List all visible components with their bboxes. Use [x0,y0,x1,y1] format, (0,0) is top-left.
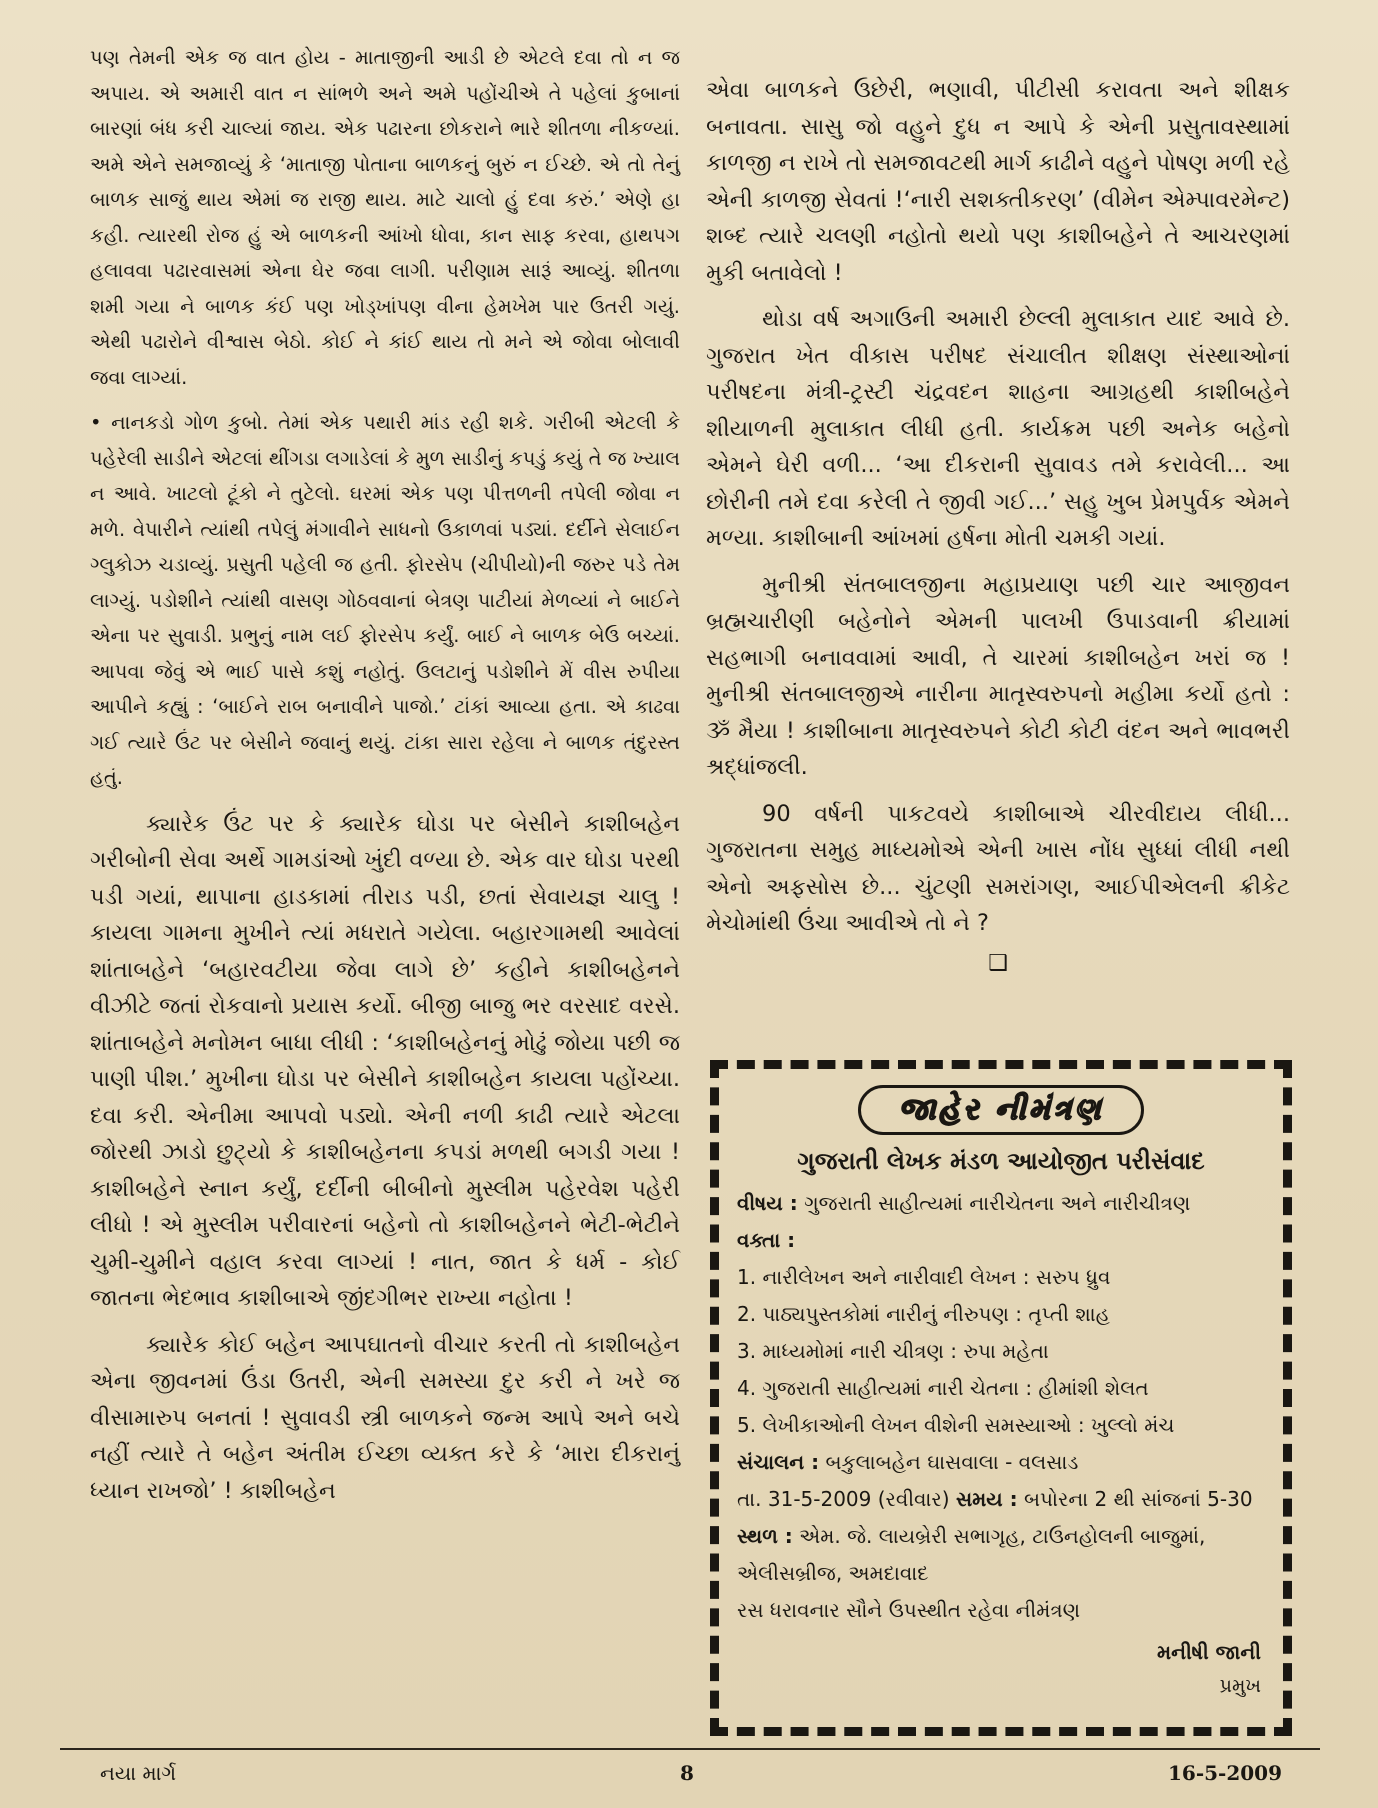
publication-name: નયા માર્ગ [100,1761,177,1785]
date-time-line [737,1481,1265,1518]
left-column [90,40,680,1519]
footer-rule [60,1748,1320,1750]
seminar-title: ગુજરાતી લેખક મંડળ આયોજીત પરીસંવાદ [797,1147,1205,1175]
invite-line: રસ ધરાવનાર સૌને ઉપસ્થીત રહેવા નીમંત્રણ [737,1598,1081,1622]
right-paragraph-3: મુનીશ્રી સંતબાલજીના મહાપ્રયાણ પછી ચાર આજીવન બ્રહ્મચારીણી બહેનોને એમની પાલખી ઉપાડવાની ક્રીયામાં સહભાગી બનાવવામાં આવી, તે ચારમાં કાશીબહેન ખરાં જ ! મુનીશ્રી સંતબાલજીએ નારીના માતૃસ્વરુપનો મહીમા કર્યો હતો : ૐ મૈયા ! કાશીબાના માતૃસ્વરુપને કોટી કોટી વંદન અને ભાવભરી શ્રદ્ધાંજલી. [706,571,1290,780]
left-paragraph-3: ક્યારેક ઉંટ પર કે ક્યારેક ઘોડા પર બેસીને કાશીબહેન ગરીબોની સેવા અર્થે ગામડાંઓ ખુંદી વળ્યા છે. એક વાર ઘોડા પરથી પડી ગયાં, થાપાના હાડકામાં તીરાડ પડી, છતાં સેવાયજ્ઞ ચાલુ ! કાયલા ગામના મુખીને ત્યાં મધરાતે ગયેલા. બહારગામથી આવેલાં શાંતાબહેને ‘બહારવટીયા જેવા લાગે છે’ કહીને કાશીબહેનને વીઝીટે જતાં રોકવાનો પ્રયાસ કર્યો. બીજી બાજુ ભર વરસાદ વરસે. શાંતાબહેને મનોમન બાધા લીધી : ‘કાશીબહેનનું મોઢું જોયા પછી જ પાણી પીશ.’ મુખીના ઘોડા પર બેસીને કાશીબહેન કાયલા પહોંચ્યા. દવા કરી. એનીમા આપવો પડ્યો. એની નળી કાઢી ત્યારે એટલા જોરથી ઝાડો છુટ્યો કે કાશીબહેનના કપડાં મળથી બગડી ગયા ! કાશીબહેને સ્નાન કર્યું, દર્દીની બીબીનો મુસ્લીમ પહેરવેશ પહેરી લીધો ! એ મુસ્લીમ પરીવારનાં બહેનો તો કાશીબહેનને ભેટી-ભેટીને ચુમી-ચુમીને વહાલ કરવા લાગ્યાં ! નાત, જાત કે ધર્મ - કોઈ જાતના ભેદભાવ કાશીબાએ જીંદગીભર રાખ્યા નહોતા ! [90,810,680,1311]
date-text: તા. 31-5-2009 (રવીવાર) [737,1487,950,1511]
speaker-item: 2. પાઠ્યપુસ્તકોમાં નારીનું નીરુપણ : તૃપ્તી શાહ [737,1302,1110,1326]
left-paragraph-1: પણ તેમની એક જ વાત હોય - માતાજીની આડી છે એટલે દવા તો ન જ અપાય. એ અમારી વાત ન સાંભળે અને અમે પહોંચીએ તે પહેલાં કુબાનાં બારણાં બંધ કરી ચાલ્યાં જાય. એક પઢારના છોકરાને ભારે શીતળા નીકળ્યાં. અમે એને સમજાવ્યું કે ‘માતાજી પોતાના બાળકનું બુરું ન ઈચ્છે. એ તો તેનું બાળક સાજું થાય એમાં જ રાજી થાય. માટે ચાલો હું દવા કરું.’ એણે હા કહી. ત્યારથી રોજ હું એ બાળકની આંખો ધોવા, કાન સાફ કરવા, હાથપગ હલાવવા પઢારવાસમાં એના ઘેર જવા લાગી. પરીણામ સારૂં આવ્યું. શીતળા શમી ગયા ને બાળક કંઈ પણ ખોડ્ખાંપણ વીના હેમખેમ પાર ઉતરી ગયું. એથી પઢારોને વીશ્વાસ બેઠો. કોઈ ને કાંઈ થાય તો મને એ જોવા બોલાવી જવા લાગ્યાં. [90,46,680,389]
right-column [706,72,1290,976]
public-invitation-box [710,1060,1292,1736]
moderator-line [737,1444,1265,1481]
speaker-item: 5. લેખીકાઓની લેખન વીશેની સમસ્યાઓ : ખુલ્લો મંચ [737,1413,1175,1437]
signatory-role: પ્રમુખ [1219,1675,1261,1697]
right-paragraph-1: એવા બાળકને ઉછેરી, ભણાવી, પીટીસી કરાવતા અને શીક્ષક બનાવતા. સાસુ જો વહુને દુધ ન આપે કે એની પ્રસુતાવસ્થામાં કાળજી ન રાખે તો સમજાવટથી માર્ગ કાઢીને વહુને પોષણ મળી રહે એની કાળજી સેવતાં !‘નારી સશક્તીકરણ’ (વીમેન એમ્પાવરમેન્ટ) શબ્દ ત્યારે ચલણી નહોતો થયો પણ કાશીબહેને તે આચરણમાં મુકી બતાવેલો ! [706,77,1290,286]
moderator-label: સંચાલન : [737,1450,820,1474]
speakers-heading [737,1222,1265,1259]
venue-label: સ્થળ : [737,1524,793,1548]
time-label: સમય : [955,1487,1018,1511]
right-paragraph-2: થોડા વર્ષ અગાઉની અમારી છેલ્લી મુલાકાત યાદ આવે છે. ગુજરાત ખેત વીકાસ પરીષદ સંચાલીત શીક્ષણ સંસ્થાઓનાં પરીષદના મંત્રી-ટ્રસ્ટી ચંદ્રવદન શાહના આગ્રહથી કાશીબહેને શીયાળની મુલાકાત લીધી હતી. કાર્યક્રમ પછી અનેક બહેનો એમને ઘેરી વળી... ‘આ દીકરાની સુવાવડ તમે કરાવેલી... આ છોરીની તમે દવા કરેલી તે જીવી ગઈ...’ સહુ ખુબ પ્રેમપુર્વક એમને મળ્યા. કાશીબાની આંખમાં હર્ષના મોતી ચમકી ગયાં. [706,306,1290,551]
speaker-item: 1. નારીલેખન અને નારીવાદી લેખન : સરુપ ધ્રુવ [737,1265,1111,1289]
left-paragraph-2: • નાનકડો ગોળ કુબો. તેમાં એક પથારી માંડ રહી શકે. ગરીબી એટલી કે પહેરેલી સાડીને એટલાં થીંગડા લગાડેલાં કે મુળ સાડીનું કપડું કયું તે જ ખ્યાલ ન આવે. ખાટલો ટૂંકો ને તુટેલો. ઘરમાં એક પણ પીત્તળની તપેલી જોવા ન મળે. વેપારીને ત્યાંથી તપેલું મંગાવીને સાધનો ઉકાળવાં પડ્યાં. દર્દીને સેલાઈન ગ્લુકોઝ ચડાવ્યું. પ્રસુતી પહેલી જ હતી. ફોરસેપ (ચીપીયો)ની જરુર પડે તેમ લાગ્યું. પડોશીને ત્યાંથી વાસણ ગોઠવવાનાં બેત્રણ પાટીયાં મેળવ્યાં ને બાઈને એના પર સુવાડી. પ્રભુનું નામ લઈ ફોરસેપ કર્યું. બાઈ ને બાળક બેઉ બચ્યાં. આપવા જેવું એ ભાઈ પાસે કશું નહોતું. ઉલટાનું પડોશીને મેં વીસ રુપીયા આપીને કહ્યું : ‘બાઈને રાબ બનાવીને પાજો.’ ટાંકાં આવ્યા હતા. એ કાઢવા ગઈ ત્યારે ઉંટ પર બેસીને જવાનું થયું. ટાંકા સારા રહેલા ને બાળક તંદુરસ્ત હતું. [90,411,680,789]
page-number: 8 [680,1761,694,1785]
subject-line [737,1185,1265,1222]
issue-date: 16-5-2009 [1167,1761,1282,1785]
venue-text: એમ. જે. લાયબ્રેરી સભાગૃહ, ટાઉનહોલની બાજુમાં, એલીસબ્રીજ, અમદાવાદ [737,1524,1206,1585]
speaker-item: 4. ગુજરાતી સાહીત્યમાં નારી ચેતના : હીમાંશી શેલત [737,1376,1149,1400]
left-paragraph-4: ક્યારેક કોઈ બહેન આપઘાતનો વીચાર કરતી તો કાશીબહેન એના જીવનમાં ઉંડા ઉતરી, એની સમસ્યા દુર કરી ને ખરે જ વીસામારુપ બનતાં ! સુવાવડી સ્ત્રી બાળકને જન્મ આપે અને બચે નહીં ત્યારે તે બહેન અંતીમ ઈચ્છા વ્યક્ત કરે કે ‘મારા દીકરાનું ધ્યાન રાખજો’ ! કાશીબહેન [90,1331,680,1504]
signatory-name: મનીષી જાની [1157,1640,1261,1664]
speakers-label: વક્તા : [737,1228,796,1252]
right-paragraph-4: 90 વર્ષની પાકટવયે કાશીબાએ ચીરવીદાય લીધી... ગુજરાતના સમુહ માધ્યમોએ એની ખાસ નોંધ સુધ્ધાં લીધી નથી એનો અફસોસ છે... ચુંટણી સમરાંગણ, આઈપીએલની ક્રીકેટ મેચોમાંથી ઉંચા આવીએ તો ને ? [706,800,1290,936]
subject-text: ગુજરાતી સાહીત્યમાં નારીચેતના અને નારીચીત્રણ [804,1191,1191,1215]
moderator-text: બકુલાબહેન ઘાસવાલા - વલસાડ [825,1450,1079,1474]
article-end-mark: ❑ [988,950,1008,976]
invitation-heading: જાહેર નીમંત્રણ [858,1085,1144,1135]
time-text: બપોરના 2 થી સાંજનાં 5-30 [1023,1487,1253,1511]
speaker-item: 3. માધ્યમોમાં નારી ચીત્રણ : રુપા મહેતા [737,1339,1049,1363]
venue-line [737,1518,1265,1592]
subject-label: વીષય : [737,1191,798,1215]
